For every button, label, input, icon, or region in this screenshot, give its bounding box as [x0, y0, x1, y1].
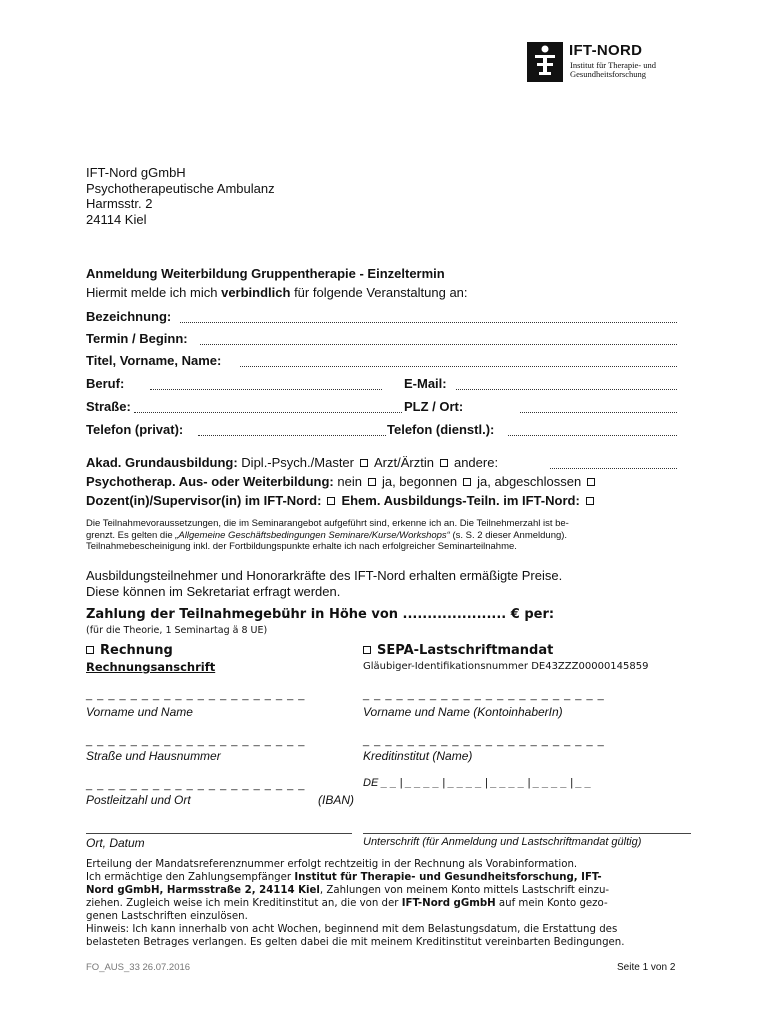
discount-note: [86, 568, 562, 599]
psycho-label: Psychotherap. Aus- oder Weiterbildung:: [86, 474, 334, 489]
logo-mark-icon: [527, 42, 563, 82]
logo-subtitle-line: Gesundheitsforschung: [570, 69, 647, 79]
ehem-label: Ehem. Ausbildungs-Teiln. im IFT-Nord:: [341, 493, 580, 508]
unterschrift-label: Unterschrift (für Anmeldung und Lastschriftmandat gültig): [363, 836, 642, 848]
sepa-label: SEPA-Lastschriftmandat: [377, 643, 554, 658]
checkbox-arzt[interactable]: [440, 459, 448, 467]
label-name: Titel, Vorname, Name:: [86, 353, 222, 368]
label-plz: PLZ / Ort:: [404, 399, 464, 414]
iban-label: (IBAN): [318, 793, 354, 807]
page-number: Seite 1 von 2: [617, 962, 676, 973]
label-tel-dienst: Telefon (dienstl.):: [387, 422, 495, 437]
logo-subtitle: [570, 61, 656, 79]
checkbox-dipl-psych[interactable]: [360, 459, 368, 467]
intro-text: für folgende Veranstaltung an:: [290, 285, 468, 300]
logo-subtitle-line: Institut für Therapie- und: [570, 60, 657, 70]
strasse-hausnummer-label: Straße und Hausnummer: [86, 749, 221, 763]
mandate-line: belasteten Betrages verlangen. Es gelten dabei die mit meinem Kreditinstitut vereinbarten Bedingungen.: [86, 937, 625, 948]
form-title: Anmeldung Weiterbildung Gruppentherapie - Einzeltermin: [86, 266, 445, 281]
psycho-option-label: ja, abgeschlossen: [477, 474, 582, 489]
payment-sub: (für die Theorie, 1 Seminartag ä 8 UE): [86, 625, 268, 636]
kreditinstitut-label: Kreditinstitut (Name): [363, 749, 473, 763]
logo-title: IFT-NORD: [569, 42, 643, 59]
intro-text: Hiermit melde ich mich: [86, 285, 222, 300]
mandate-text: [86, 858, 706, 949]
recipient-address: [86, 165, 275, 227]
field-bezeichnung[interactable]: [180, 322, 677, 323]
field-vorname-name-konto[interactable]: _ _ _ _ _ _ _ _ _ _ _ _ _ _ _ _ _ _ _ _ _ _: [363, 689, 605, 701]
mandate-line: Erteilung der Mandatsreferenznummer erfolgt rechtzeitig in der Rechnung als Vorabinformation.: [86, 859, 578, 870]
mandate-bold: Institut für Therapie- und Gesundheitsforschung, IFT-: [294, 872, 602, 883]
terms-text: grenzt. Es gelten die: [86, 529, 176, 541]
checkbox-rechnung[interactable]: [86, 646, 94, 654]
mandate-line: Hinweis: Ich kann innerhalb von acht Wochen, beginnend mit dem Belastungsdatum, die Erstattung des: [86, 924, 618, 935]
label-email: E-Mail:: [404, 376, 447, 391]
field-name[interactable]: [240, 366, 677, 367]
checkbox-ja-begonnen[interactable]: [463, 478, 471, 486]
label-bezeichnung: Bezeichnung:: [86, 309, 172, 324]
label-beruf: Beruf:: [86, 376, 125, 391]
checkbox-sepa[interactable]: [363, 646, 371, 654]
checkbox-ja-abgeschlossen[interactable]: [587, 478, 595, 486]
field-iban[interactable]: DE _ _ | _ _ _ _ | _ _ _ _ | _ _ _ _ | _ _ _ _ | _ _: [363, 777, 592, 789]
checkbox-dozent[interactable]: [327, 497, 335, 505]
option-sepa: [363, 643, 553, 658]
akad-label: Akad. Grundausbildung:: [86, 455, 238, 470]
field-ort-datum[interactable]: [86, 833, 352, 834]
field-unterschrift[interactable]: [363, 833, 691, 834]
agb-reference: „Allgemeine Geschäftsbedingungen Seminare/Kurse/Workshops“: [175, 529, 450, 541]
vorname-name-label: Vorname und Name: [86, 705, 193, 719]
mandate-line: genen Lastschriften einzulösen.: [86, 911, 248, 922]
field-strasse-hausnummer[interactable]: _ _ _ _ _ _ _ _ _ _ _ _ _ _ _ _ _ _ _ _: [86, 735, 306, 747]
label-strasse: Straße:: [86, 399, 131, 414]
terms-text: (s. S. 2 dieser Anmeldung).: [449, 529, 568, 541]
field-email[interactable]: [456, 389, 677, 390]
intro-bold: verbindlich: [221, 285, 291, 300]
plz-ort-label: Postleitzahl und Ort: [86, 793, 191, 807]
payment-heading: Zahlung der Teilnahmegebühr in Höhe von ..................... € per:: [86, 607, 555, 622]
vorname-name-konto-label: Vorname und Name (KontoinhaberIn): [363, 705, 563, 719]
field-tel-dienst[interactable]: [508, 435, 677, 436]
row-dozent: [86, 493, 600, 508]
mandate-line: [86, 871, 706, 884]
psycho-option-label: ja, begonnen: [381, 474, 458, 489]
field-kreditinstitut[interactable]: _ _ _ _ _ _ _ _ _ _ _ _ _ _ _ _ _ _ _ _ _ _: [363, 735, 605, 747]
glaeubiger-id: Gläubiger-Identifikationsnummer DE43ZZZ00000145859: [363, 661, 649, 672]
row-psychotherap: [86, 474, 601, 489]
address-line: Psychotherapeutische Ambulanz: [86, 180, 275, 196]
akad-option-label: Arzt/Ärztin: [374, 455, 434, 470]
checkbox-nein[interactable]: [368, 478, 376, 486]
form-code: FO_AUS_33 26.07.2016: [86, 962, 191, 973]
field-plz-ort-payment[interactable]: _ _ _ _ _ _ _ _ _ _ _ _ _ _ _ _ _ _ _ _: [86, 779, 306, 791]
field-vorname-name[interactable]: _ _ _ _ _ _ _ _ _ _ _ _ _ _ _ _ _ _ _ _: [86, 689, 306, 701]
mandate-text-span: ziehen. Zugleich weise ich mein Kreditinstitut an, die von der: [86, 898, 402, 909]
field-tel-privat[interactable]: [198, 435, 386, 436]
mandate-bold: Nord gGmbH, Harmsstraße 2, 24114 Kiel: [86, 885, 320, 896]
mandate-line: [86, 897, 706, 910]
option-rechnung: [86, 643, 173, 658]
dozent-label: Dozent(in)/Supervisor(in) im IFT-Nord:: [86, 493, 322, 508]
address-line: Harmsstr. 2: [86, 196, 153, 211]
field-termin[interactable]: [200, 344, 677, 345]
rechnungsanschrift-label: Rechnungsanschrift: [86, 660, 216, 674]
mandate-text-span: Ich ermächtige den Zahlungsempfänger: [86, 872, 295, 883]
akad-option-label: Dipl.-Psych./Master: [241, 455, 354, 470]
terms-line: Teilnahmebescheinigung inkl. der Fortbildungspunkte erhalte ich nach erfolgreicher Seminarteilnahme.: [86, 541, 517, 552]
mandate-line: [86, 884, 706, 897]
ort-datum-label: Ort, Datum: [86, 836, 145, 850]
terms-line: [86, 530, 706, 542]
mandate-text-span: auf mein Konto gezo-: [495, 898, 608, 909]
discount-line: Ausbildungsteilnehmer und Honorarkräfte des IFT-Nord erhalten ermäßigte Preise.: [86, 568, 563, 583]
rechnung-label: Rechnung: [100, 643, 173, 658]
form-intro: [86, 285, 468, 300]
address-line: IFT-Nord gGmbH: [86, 165, 186, 180]
field-andere[interactable]: [550, 468, 677, 469]
field-strasse[interactable]: [134, 412, 402, 413]
row-akad: [86, 455, 498, 470]
mandate-text-span: , Zahlungen von meinem Konto mittels Lastschrift einzu-: [319, 885, 610, 896]
field-plz-ort[interactable]: [520, 412, 677, 413]
mandate-bold: IFT-Nord gGmbH: [401, 898, 496, 909]
label-tel-privat: Telefon (privat):: [86, 422, 184, 437]
akad-option-label: andere:: [453, 455, 499, 470]
terms-line: Die Teilnahmevoraussetzungen, die im Seminarangebot aufgeführt sind, erkenne ich an. Die Teilnehmerzahl ist be-: [86, 518, 569, 529]
label-termin: Termin / Beginn:: [86, 331, 188, 346]
address-line: 24114 Kiel: [86, 211, 147, 227]
field-beruf[interactable]: [150, 389, 382, 390]
terms-note: [86, 518, 706, 553]
psycho-option-label: nein: [337, 474, 362, 489]
checkbox-ehem[interactable]: [586, 497, 594, 505]
discount-line: Diese können im Sekretariat erfragt werden.: [86, 583, 341, 599]
